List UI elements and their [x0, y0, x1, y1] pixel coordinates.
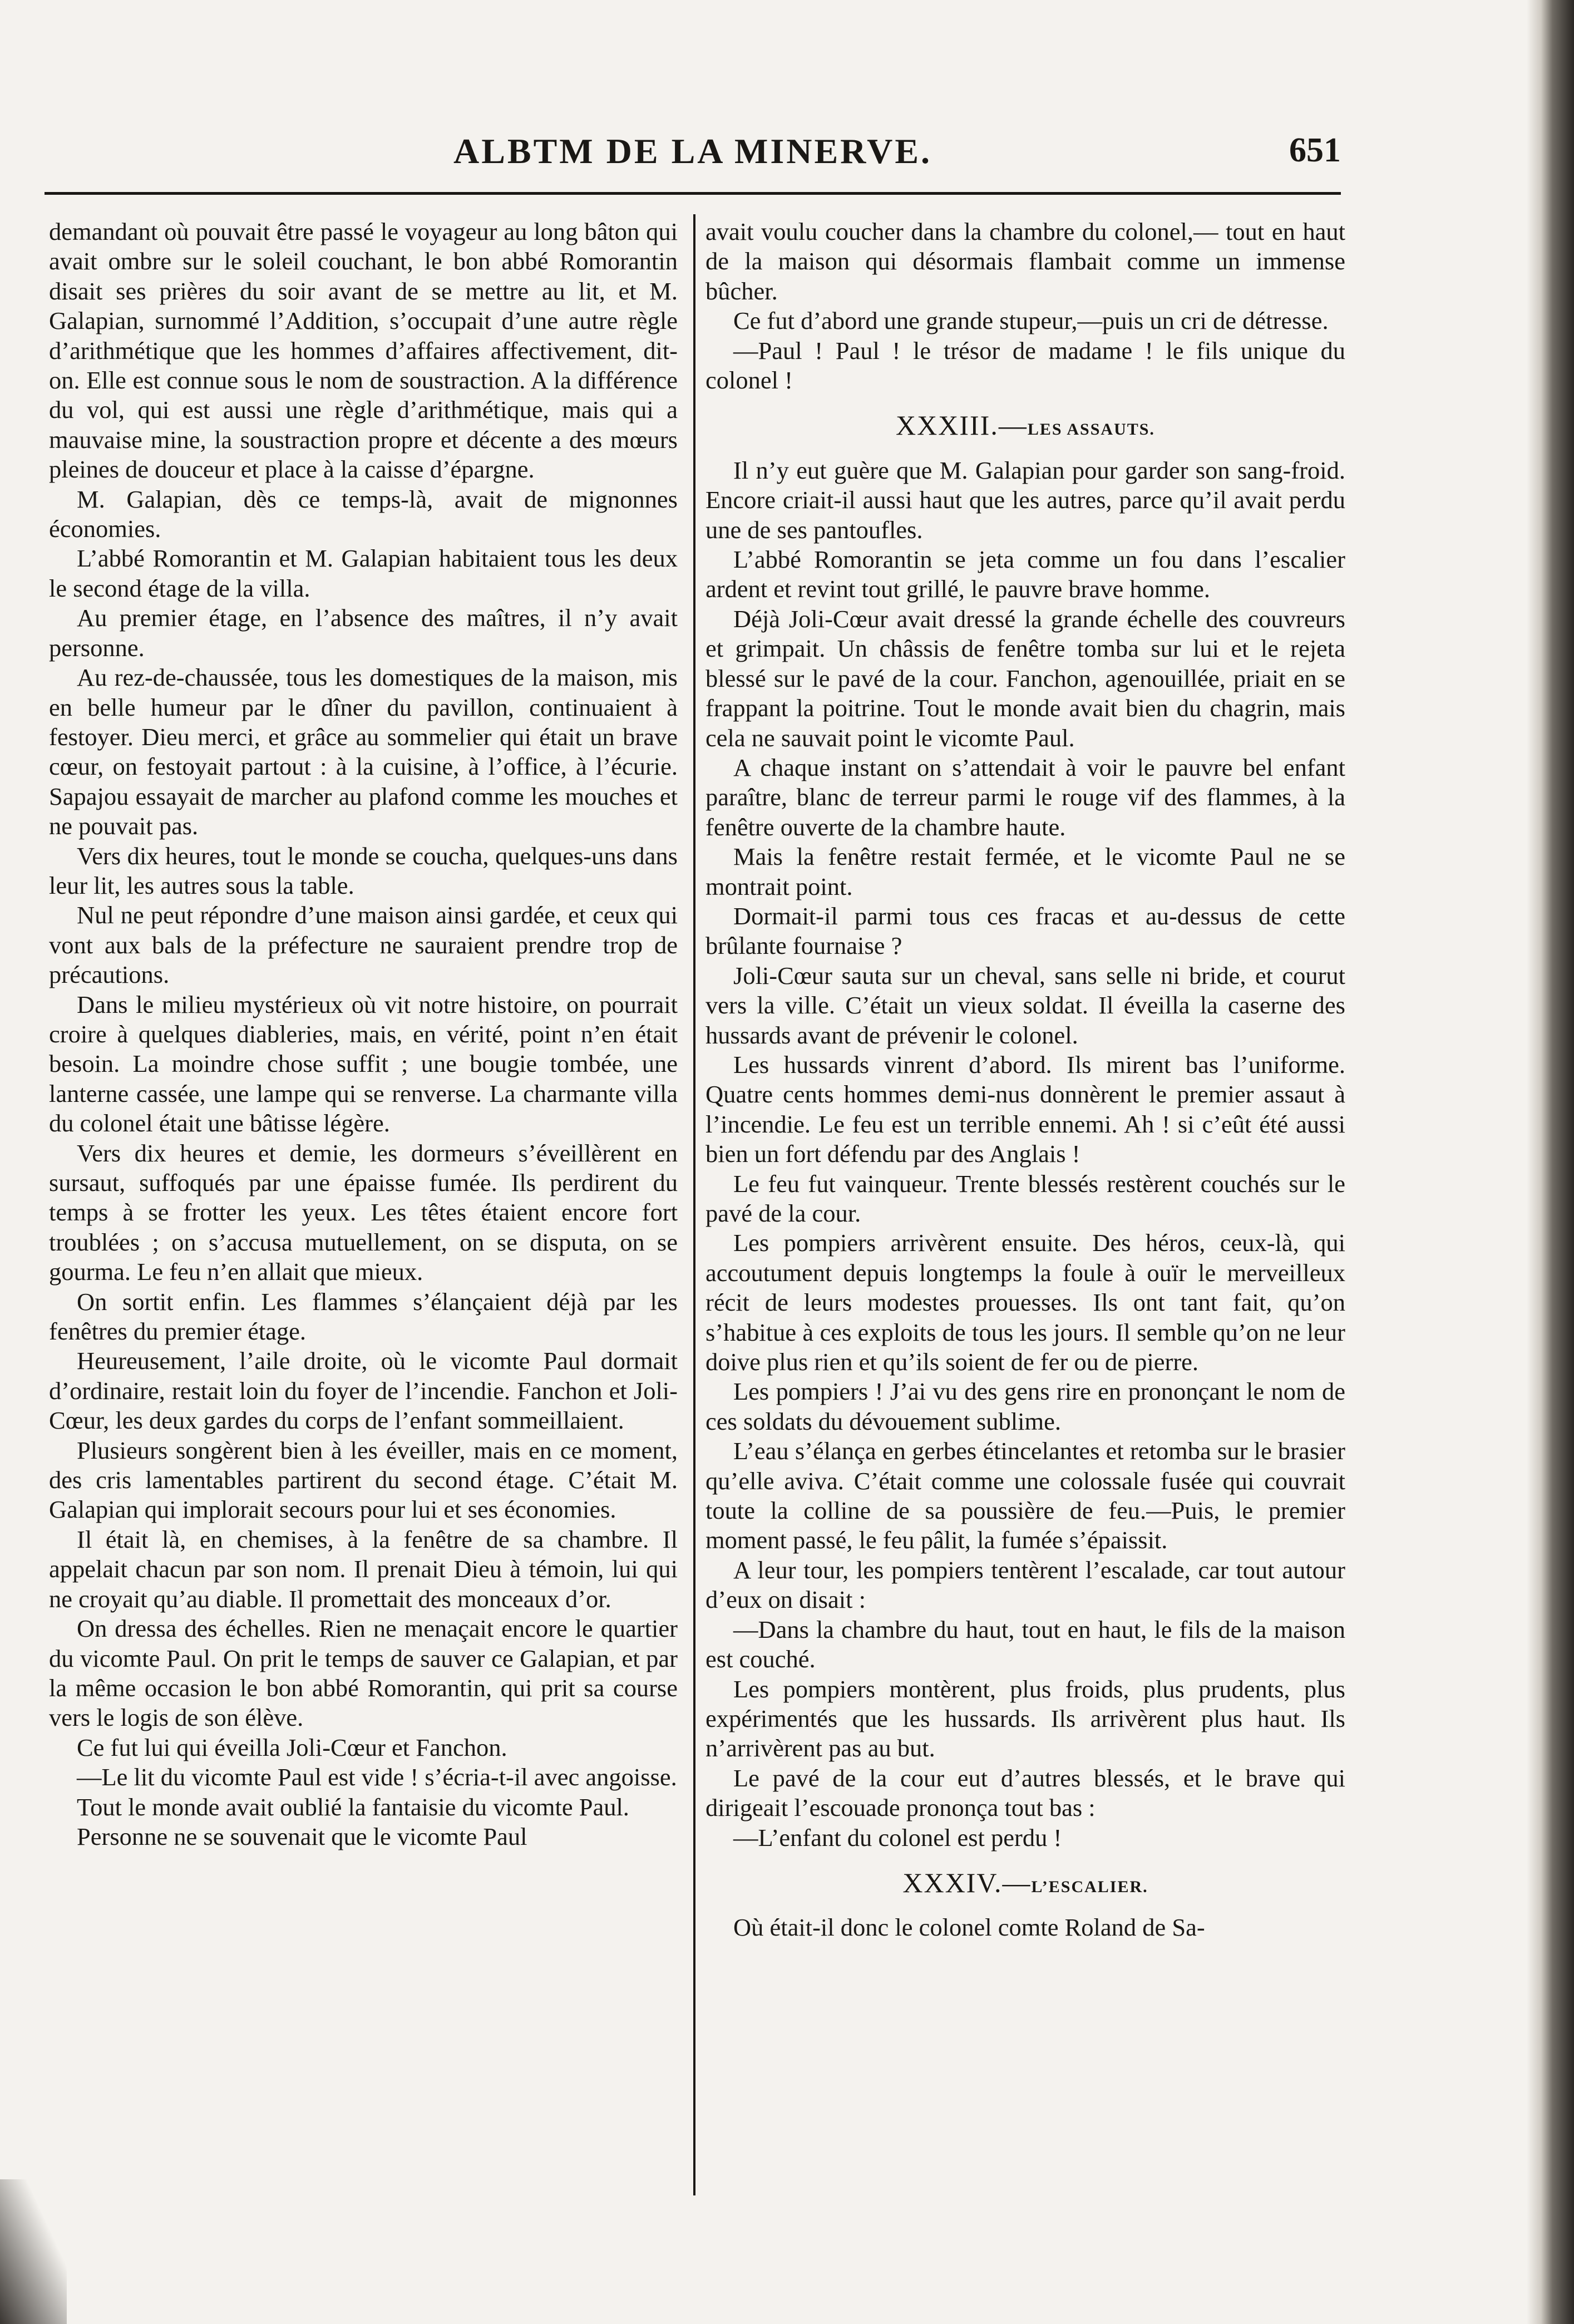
paragraph: L’abbé Romorantin se jeta comme un fou dans l’escalier ardent et revint tout grillé, le pauvre brave homme.: [705, 545, 1345, 603]
paragraph: L’abbé Romorantin et M. Galapian habitaient tous les deux le second étage de la villa.: [49, 544, 678, 602]
paragraph: Déjà Joli-Cœur avait dressé la grande échelle des couvreurs et grimpait. Un châssis de fenêtre tomba sur lui et le rejeta blessé sur le pavé de la cour. Fanchon, agenouillée, priait en se frappant la poitrine. Tout le monde avait bien du chagrin, mais cela ne sauvait point le vicomte Paul.: [705, 604, 1345, 752]
paragraph: Personne ne se souvenait que le vicomte Paul: [77, 1822, 527, 1850]
chapter-title: L’ESCALIER.: [1031, 1877, 1148, 1896]
left-column: [49, 217, 678, 2193]
paragraph: Les hussards vinrent d’abord. Ils mirent bas l’uniforme. Quatre cents hommes demi-nus donnèrent le premier assaut à l’incendie. Le feu est un terrible ennemi. Ah ! si c’eût été aussi bien un fort défendu par des Anglais !: [705, 1050, 1345, 1168]
paragraph: Où était-il donc le colonel comte Roland de Sa-: [733, 1913, 1205, 1942]
paragraph: Heureusement, l’aile droite, où le vicomte Paul dormait d’ordinaire, restait loin du foyer de l’incendie. Fanchon et Joli-Cœur, les deux gardes du corps de l’enfant sommeillaient.: [49, 1347, 678, 1435]
paragraph: —Dans la chambre du haut, tout en haut, le fils de la maison est couché.: [705, 1615, 1345, 1673]
paragraph: Les pompiers ! J’ai vu des gens rire en prononçant le nom de ces soldats du dévouement sublime.: [705, 1377, 1345, 1435]
paragraph: Les pompiers arrivèrent ensuite. Des héros, ceux-là, qui accoutument depuis longtemps la foule à ouïr le merveilleux récit de leurs modestes prouesses. Ils ont tant fait, qu’on s’habitue à ces exploits de tous les jours. Il semble qu’on ne leur doive plus rien et qu’ils soient de fer ou de pierre.: [705, 1229, 1345, 1376]
paragraph: Les pompiers montèrent, plus froids, plus prudents, plus expérimentés que les hussards. Ils arrivèrent plus haut. Ils n’arrivèrent pas au but.: [705, 1675, 1345, 1762]
paragraph: Nul ne peut répondre d’une maison ainsi gardée, et ceux qui vont aux bals de la préfecture ne sauraient prendre trop de précautions.: [49, 901, 678, 989]
header-rule: [45, 192, 1341, 195]
paragraph: Dormait-il parmi tous ces fracas et au-dessus de cette brûlante fournaise ?: [705, 902, 1345, 960]
paragraph: Ce fut d’abord une grande stupeur,—puis un cri de détresse.: [733, 307, 1329, 335]
paragraph: Dans le milieu mystérieux où vit notre histoire, on pourrait croire à quelques diableries, mais, en vérité, point n’en était besoin. La moindre chose suffit ; une bougie tombée, une lanterne cassée, une lampe qui se renverse. La charmante villa du colonel était une bâtisse légère.: [49, 990, 678, 1138]
paragraph: Tout le monde avait oublié la fantaisie du vicomte Paul.: [77, 1793, 629, 1821]
paragraph: Plusieurs songèrent bien à les éveiller, mais en ce moment, des cris lamentables partirent du second étage. C’était M. Galapian qui implorait secours pour lui et ses économies.: [49, 1436, 678, 1524]
paragraph: Mais la fenêtre restait fermée, et le vicomte Paul ne se montrait point.: [705, 843, 1345, 900]
paragraph: Il n’y eut guère que M. Galapian pour garder son sang-froid. Encore criait-il aussi haut que les autres, parce qu’il avait perdu une de ses pantoufles.: [705, 456, 1345, 544]
paragraph: avait voulu coucher dans la chambre du colonel,— tout en haut de la maison qui désormais flambait comme un immense bûcher.: [705, 218, 1345, 305]
paragraph: Joli-Cœur sauta sur un cheval, sans selle ni bride, et courut vers la ville. C’était un vieux soldat. Il éveilla la caserne des hussards avant de prévenir le colonel.: [705, 961, 1345, 1049]
chapter-heading-33: [705, 411, 1345, 444]
paragraph: A chaque instant on s’attendait à voir le pauvre bel enfant paraître, blanc de terreur parmi le rouge vif des flammes, à la fenêtre ouverte de la chambre haute.: [705, 753, 1345, 841]
paragraph: Au rez-de-chaussée, tous les domestiques de la maison, mis en belle humeur par le dîner du pavillon, continuaient à festoyer. Dieu merci, et grâce au sommelier qui était un brave cœur, on festoyait partout : à la cuisine, à l’office, à l’écurie. Sapajou essayait de marcher au plafond comme les mouches et ne pouvait pas.: [49, 663, 678, 840]
chapter-heading-34: [705, 1868, 1345, 1902]
paragraph: A leur tour, les pompiers tentèrent l’escalade, car tout autour d’eux on disait :: [705, 1555, 1345, 1614]
paragraph: Le pavé de la cour eut d’autres blessés, et le brave qui dirigeait l’escouade prononça tout bas :: [705, 1764, 1345, 1822]
paragraph: —Paul ! Paul ! le trésor de madame ! le fils unique du colonel !: [705, 336, 1345, 395]
right-column: [705, 217, 1345, 2193]
paragraph: M. Galapian, dès ce temps-là, avait de mignonnes économies.: [49, 485, 678, 543]
paragraph: demandant où pouvait être passé le voyageur au long bâton qui avait ombre sur le soleil couchant, le bon abbé Romorantin disait ses prières du soir avant de se mettre au lit, et M. Galapian, surnommé l’Addition, s’occupait d’une autre règle d’arithmétique que les hommes d’affaires affectivement, dit-on. Elle est connue sous le nom de soustraction. A la différence du vol, qui est aussi une règle d’arithmétique, mais qui a mauvaise mine, la soustraction propre et décente a des mœurs pleines de douceur et place à la caisse d’épargne.: [49, 218, 678, 484]
chapter-number: XXXIV.—: [902, 1867, 1032, 1898]
paragraph: L’eau s’élança en gerbes étincelantes et retomba sur le brasier qu’elle aviva. C’était comme une colossale fusée qui couvrait toute la colline de sa poussière de feu.—Puis, le premier moment passé, le feu pâlit, la fumée s’épaissit.: [705, 1437, 1345, 1554]
chapter-number: XXXIII.—: [896, 410, 1028, 441]
chapter-title: LES ASSAUTS.: [1027, 420, 1155, 439]
paragraph: On sortit enfin. Les flammes s’élançaient déjà par les fenêtres du premier étage.: [49, 1287, 678, 1346]
paragraph: —L’enfant du colonel est perdu !: [733, 1823, 1062, 1852]
paragraph: On dressa des échelles. Rien ne menaçait encore le quartier du vicomte Paul. On prit le temps de sauver ce Galapian, et par la même occasion le bon abbé Romorantin, qui prit sa course vers le logis de son élève.: [49, 1614, 678, 1732]
page-edge-shadow: [1527, 0, 1574, 2324]
paragraph: Ce fut lui qui éveilla Joli-Cœur et Fanchon.: [77, 1733, 507, 1761]
page-number: 651: [1289, 131, 1341, 169]
paragraph: Le feu fut vainqueur. Trente blessés restèrent couchés sur le pavé de la cour.: [705, 1169, 1345, 1227]
paragraph: Vers dix heures et demie, les dormeurs s’éveillèrent en sursaut, suffoqués par une épaisse fumée. Ils perdirent du temps à se frotter les yeux. Les têtes étaient encore fort troublées ; on s’accusa mutuellement, on se disputa, on se gourma. Le feu n’en allait que mieux.: [49, 1139, 678, 1286]
running-head: [45, 131, 1341, 186]
paragraph: —Le lit du vicomte Paul est vide ! s’écria-t-il avec angoisse.: [77, 1763, 677, 1791]
paragraph: Vers dix heures, tout le monde se coucha, quelques-uns dans leur lit, les autres sous la table.: [49, 841, 678, 899]
corner-shadow: [0, 2179, 67, 2324]
paragraph: Il était là, en chemises, à la fenêtre de sa chambre. Il appelait chacun par son nom. Il prenait Dieu à témoin, lui qui ne croyait qu’au diable. Il promettait des monceaux d’or.: [49, 1525, 678, 1613]
column-rule: [693, 214, 695, 2195]
paragraph: Au premier étage, en l’absence des maîtres, il n’y avait personne.: [49, 604, 678, 662]
running-title: ALBTM DE LA MINERVE.: [453, 131, 932, 171]
